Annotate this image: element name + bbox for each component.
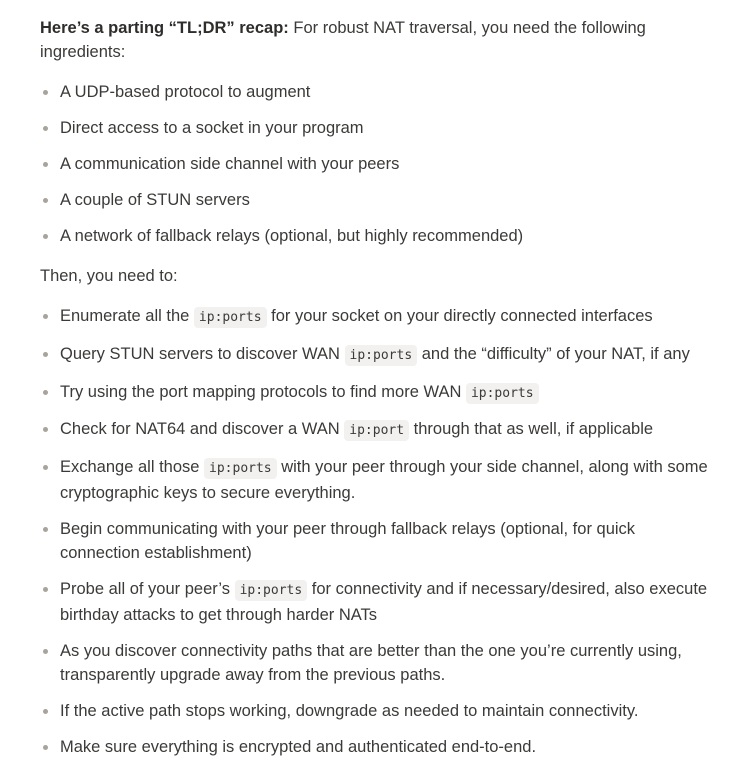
list-item	[60, 639, 714, 687]
bullet	[43, 709, 48, 714]
step-text: and the “difficulty” of your NAT, if any	[417, 345, 690, 363]
list-item	[60, 699, 714, 723]
bullet	[43, 314, 48, 319]
step-text: through that as well, if applicable	[409, 420, 654, 438]
inline-code: ip:ports	[235, 580, 308, 601]
step-text: Begin communicating with your peer through fallback relays (optional, for quick connection establishment)	[60, 520, 636, 562]
inline-code: ip:ports	[194, 307, 267, 328]
list-item	[60, 517, 714, 565]
inline-code: ip:ports	[204, 458, 277, 479]
bullet	[43, 390, 48, 395]
bullet	[43, 745, 48, 750]
inline-code: ip:ports	[345, 345, 418, 366]
bullet	[43, 352, 48, 357]
step-text: with your peer through your side channel, along with some cryptographic keys to secure everything.	[60, 458, 708, 502]
list-item	[60, 304, 714, 330]
bullet	[43, 126, 48, 131]
step-text: Probe all of your peer’s	[60, 580, 235, 598]
bullet	[43, 198, 48, 203]
list-item	[60, 417, 714, 443]
step-text: for connectivity and if necessary/desired, also execute birthday attacks to get through harder NATs	[60, 580, 708, 624]
list-item	[60, 455, 714, 505]
step-text: Try using the port mapping protocols to find more WAN	[60, 383, 466, 401]
bullet	[43, 162, 48, 167]
then-paragraph: Then, you need to:	[40, 267, 178, 285]
step-text: As you discover connectivity paths that are better than the one you’re currently using, transparently upgrade away from the previous paths.	[60, 642, 682, 684]
bullet	[43, 649, 48, 654]
intro-text: For robust NAT traversal, you need the following ingredients:	[40, 19, 646, 61]
inline-code: ip:port	[344, 420, 409, 441]
bullet	[43, 427, 48, 432]
list-item: A communication side channel with your peers	[60, 155, 400, 173]
bullet	[43, 465, 48, 470]
step-text: for your socket on your directly connected interfaces	[266, 307, 653, 325]
intro-paragraph	[40, 16, 714, 64]
step-text: Make sure everything is encrypted and authenticated end-to-end.	[60, 738, 537, 756]
list-item	[60, 735, 714, 759]
bullet	[43, 587, 48, 592]
step-text: Exchange all those	[60, 458, 205, 476]
list-item: A UDP-based protocol to augment	[60, 83, 311, 101]
bullet	[43, 527, 48, 532]
step-text: Enumerate all the	[60, 307, 194, 325]
list-item: A couple of STUN servers	[60, 191, 250, 209]
bullet	[43, 234, 48, 239]
step-text: Query STUN servers to discover WAN	[60, 345, 345, 363]
list-item	[60, 342, 714, 368]
step-text: Check for NAT64 and discover a WAN	[60, 420, 345, 438]
list-item: Direct access to a socket in your program	[60, 119, 364, 137]
intro-bold: Here’s a parting “TL;DR” recap:	[40, 19, 289, 37]
list-item	[60, 380, 714, 406]
step-text: If the active path stops working, downgrade as needed to maintain connectivity.	[60, 702, 639, 720]
inline-code: ip:ports	[466, 383, 539, 404]
list-item: A network of fallback relays (optional, but highly recommended)	[60, 227, 524, 245]
list-item	[60, 577, 714, 627]
bullet	[43, 90, 48, 95]
